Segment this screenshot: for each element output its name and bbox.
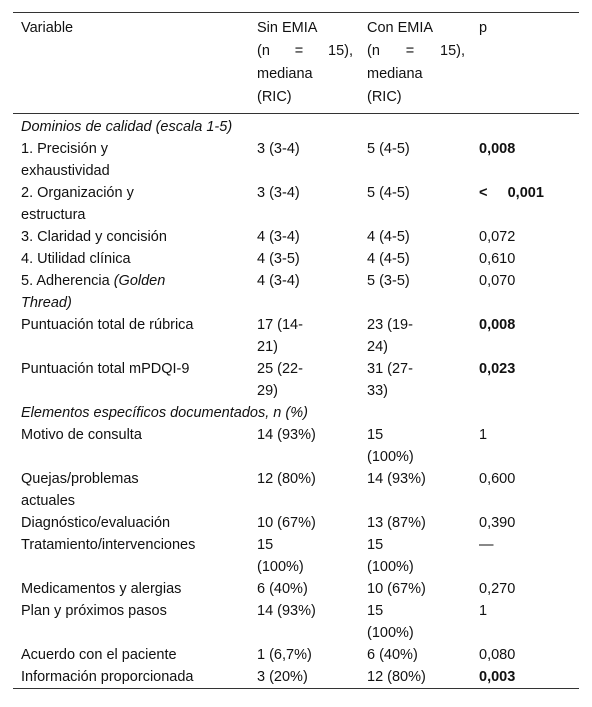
- cell-con-emia: 13 (87%): [367, 515, 426, 531]
- cell-sin-emia: 12 (80%): [257, 471, 316, 487]
- cell-sin-emia: 10 (67%): [257, 515, 316, 531]
- cell-sin-emia: 4 (3-4): [257, 273, 300, 289]
- cell-variable: Motivo de consulta: [21, 427, 142, 443]
- cell-con-emia: 10 (67%): [367, 581, 426, 597]
- cell-variable: Puntuación total mPDQI-9: [21, 361, 190, 377]
- cell-con-emia: 5 (3-5): [367, 273, 410, 289]
- cell-sin-emia: 15 (100%): [257, 537, 304, 575]
- cell-p-value: 0,070: [479, 273, 516, 289]
- cell-p-value: 0,072: [479, 229, 516, 245]
- cell-variable: Medicamentos y alergias: [21, 581, 182, 597]
- section-row: [13, 402, 579, 424]
- table-row: [13, 512, 579, 534]
- cell-p-value: 0,008: [479, 317, 516, 333]
- cell-con-emia: 15 (100%): [367, 427, 414, 465]
- header-p: p: [479, 20, 488, 36]
- cell-p-value: 0,270: [479, 581, 516, 597]
- cell-sin-emia: 3 (20%): [257, 669, 308, 685]
- header-sin-emia: Sin EMIA (n = 15), mediana (RIC): [257, 20, 353, 105]
- table-row: [13, 666, 579, 689]
- cell-variable: Quejas/problemas actuales: [21, 471, 139, 509]
- cell-con-emia: 4 (4-5): [367, 251, 410, 267]
- cell-sin-emia: 6 (40%): [257, 581, 308, 597]
- cell-p-value: 1: [479, 427, 488, 443]
- cell-sin-emia: 14 (93%): [257, 427, 316, 443]
- table-row: [13, 138, 579, 182]
- table-row: [13, 424, 579, 468]
- cell-con-emia: 5 (4-5): [367, 141, 410, 157]
- cell-con-emia: 23 (19- 24): [367, 317, 413, 355]
- cell-variable: 3. Claridad y concisión: [21, 229, 167, 245]
- cell-con-emia: 15 (100%): [367, 603, 414, 641]
- cell-variable: Puntuación total de rúbrica: [21, 317, 194, 333]
- table-body: [13, 114, 579, 689]
- table-row: [13, 248, 579, 270]
- cell-sin-emia: 1 (6,7%): [257, 647, 312, 663]
- section-row: [13, 114, 579, 139]
- header-row: [13, 13, 579, 114]
- cell-con-emia: 6 (40%): [367, 647, 418, 663]
- cell-variable: Tratamiento/intervenciones: [21, 537, 196, 553]
- cell-sin-emia: 3 (3-4): [257, 141, 300, 157]
- header-variable: Variable: [21, 20, 74, 36]
- cell-con-emia: 14 (93%): [367, 471, 426, 487]
- cell-sin-emia: 4 (3-4): [257, 229, 300, 245]
- cell-p-value: —: [479, 537, 494, 553]
- cell-p-value: 1: [479, 603, 488, 619]
- cell-p-value: < 0,001: [479, 185, 544, 201]
- header-con-emia: Con EMIA (n = 15), mediana (RIC): [367, 20, 465, 105]
- cell-sin-emia: 17 (14- 21): [257, 317, 303, 355]
- cell-p-value: 0,080: [479, 647, 516, 663]
- cell-variable: Diagnóstico/evaluación: [21, 515, 171, 531]
- cell-variable: 1. Precisión y exhaustividad: [21, 141, 110, 179]
- cell-con-emia: 31 (27- 33): [367, 361, 413, 399]
- cell-variable: 4. Utilidad clínica: [21, 251, 131, 267]
- table-row: [13, 182, 579, 226]
- cell-p-value: 0,600: [479, 471, 516, 487]
- cell-con-emia: 5 (4-5): [367, 185, 410, 201]
- cell-con-emia: 15 (100%): [367, 537, 414, 575]
- cell-sin-emia: 3 (3-4): [257, 185, 300, 201]
- cell-con-emia: 12 (80%): [367, 669, 426, 685]
- results-table: [13, 12, 579, 689]
- cell-p-value: 0,610: [479, 251, 516, 267]
- table-row: [13, 600, 579, 644]
- table-row: [13, 270, 579, 314]
- cell-variable: Acuerdo con el paciente: [21, 647, 177, 663]
- table-row: [13, 468, 579, 512]
- cell-sin-emia: 14 (93%): [257, 603, 316, 619]
- section-title: Elementos específicos documentados, n (%): [21, 405, 308, 421]
- cell-p-value: 0,003: [479, 669, 516, 685]
- cell-con-emia: 4 (4-5): [367, 229, 410, 245]
- table-row: [13, 534, 579, 578]
- cell-variable: 5. Adherencia (Golden Thread): [21, 273, 166, 311]
- cell-p-value: 0,390: [479, 515, 516, 531]
- cell-variable: Plan y próximos pasos: [21, 603, 167, 619]
- cell-variable: Información proporcionada: [21, 669, 194, 685]
- table-row: [13, 226, 579, 248]
- table-row: [13, 578, 579, 600]
- table-row: [13, 644, 579, 666]
- cell-p-value: 0,008: [479, 141, 516, 157]
- cell-sin-emia: 4 (3-5): [257, 251, 300, 267]
- cell-sin-emia: 25 (22- 29): [257, 361, 303, 399]
- table-row: [13, 358, 579, 402]
- section-title: Dominios de calidad (escala 1-5): [21, 119, 233, 135]
- table-row: [13, 314, 579, 358]
- cell-variable: 2. Organización y estructura: [21, 185, 134, 223]
- cell-p-value: 0,023: [479, 361, 516, 377]
